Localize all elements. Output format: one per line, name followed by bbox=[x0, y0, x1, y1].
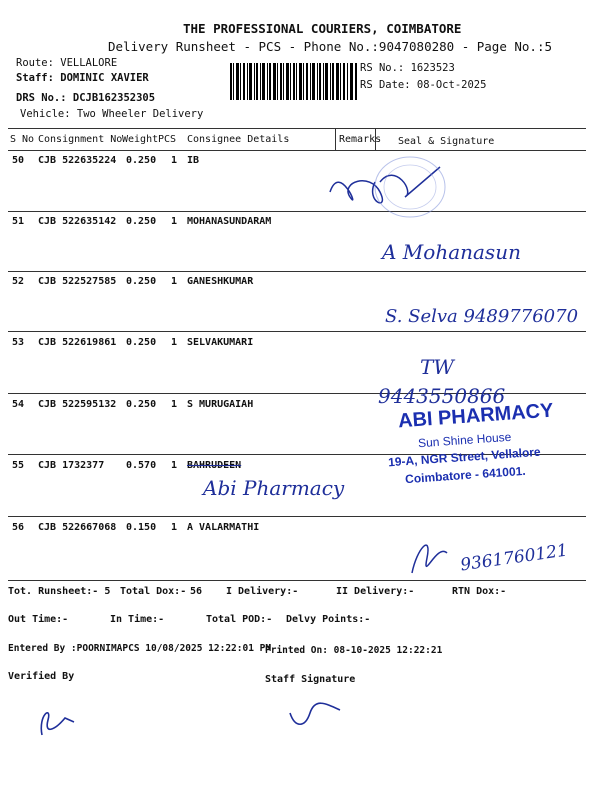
signature-text: 9361760121 bbox=[459, 540, 570, 576]
stamp-line: Sun Shine House bbox=[417, 429, 512, 451]
row-pcs: 1 bbox=[171, 337, 178, 348]
i-delivery: I Delivery:- bbox=[226, 586, 299, 597]
row-weight: 0.250 bbox=[126, 337, 157, 348]
signature-text: S. Selva 9489776070 bbox=[385, 306, 579, 327]
out-time: Out Time:- bbox=[8, 614, 69, 625]
verifier-signature bbox=[30, 700, 80, 740]
row-weight: 0.570 bbox=[126, 460, 157, 471]
col-pcs: PCS bbox=[158, 134, 177, 145]
col-seal-signature: Seal & Signature bbox=[398, 136, 495, 147]
row-weight: 0.250 bbox=[126, 276, 157, 287]
col-consignment: Consignment No bbox=[38, 134, 123, 145]
vehicle-label: Vehicle: Two Wheeler Delivery bbox=[20, 108, 204, 120]
row-consignee: GANESHKUMAR bbox=[187, 276, 254, 287]
row-weight: 0.250 bbox=[126, 216, 157, 227]
signature-text: TW bbox=[420, 355, 454, 379]
row-sno: 53 bbox=[12, 337, 25, 348]
rtn-dox: RTN Dox:- bbox=[452, 586, 507, 597]
row-divider bbox=[8, 271, 586, 272]
row-sno: 51 bbox=[12, 216, 25, 227]
remarks-divider bbox=[335, 128, 336, 150]
row-consignee: MOHANASUNDARAM bbox=[187, 216, 272, 227]
barcode-image bbox=[230, 63, 358, 100]
signature-text: A Mohanasun bbox=[382, 240, 521, 264]
row-sno: 55 bbox=[12, 460, 25, 471]
route-label: Route: VELLALORE bbox=[16, 57, 118, 69]
table-top-border bbox=[8, 128, 586, 129]
stamp-line: 19-A, NGR Street, Vellalore bbox=[387, 444, 542, 470]
row-consignee: S MURUGAIAH bbox=[187, 399, 254, 410]
col-consignee: Consignee Details bbox=[187, 134, 290, 145]
row-sno: 50 bbox=[12, 155, 25, 166]
col-sno: S No bbox=[10, 134, 35, 145]
row-sno: 56 bbox=[12, 522, 25, 533]
verified-by: Verified By bbox=[8, 671, 75, 682]
drs-label: DRS No.: DCJB162352305 bbox=[16, 92, 156, 104]
row-pcs: 1 bbox=[171, 216, 178, 227]
row-divider bbox=[8, 516, 586, 517]
row-weight: 0.250 bbox=[126, 399, 157, 410]
row-consignment: CJB 522667068 bbox=[38, 522, 117, 533]
staff-label: Staff: DOMINIC XAVIER bbox=[16, 72, 149, 84]
signature-text: Abi Pharmacy bbox=[203, 476, 345, 500]
row-pcs: 1 bbox=[171, 276, 178, 287]
col-weight: Weight bbox=[122, 134, 159, 145]
staff-signature-label: Staff Signature bbox=[265, 674, 356, 685]
row-consignment: CJB 522635224 bbox=[38, 155, 117, 166]
stamp-name: ABI PHARMACY bbox=[397, 399, 555, 433]
row-divider bbox=[8, 331, 586, 332]
printed-on: Printed On: 08-10-2025 12:22:21 bbox=[265, 645, 443, 656]
runsheet-subtitle: Delivery Runsheet - PCS - Phone No.:9047080280 - Page No.:5 bbox=[108, 39, 553, 54]
row-consignee: IB bbox=[187, 155, 200, 166]
row-pcs: 1 bbox=[171, 460, 178, 471]
row-weight: 0.150 bbox=[126, 522, 157, 533]
entered-by: Entered By :POORNIMAPCS 10/08/2025 12:22:01 PM bbox=[8, 643, 272, 654]
row-consignment: CJB 522619861 bbox=[38, 337, 117, 348]
row-consignee: BAHRUDEEN bbox=[187, 460, 242, 471]
ii-delivery: II Delivery:- bbox=[336, 586, 415, 597]
row-pcs: 1 bbox=[171, 522, 178, 533]
row-consignment: CJB 522527585 bbox=[38, 276, 117, 287]
row-pcs: 1 bbox=[171, 399, 178, 410]
delvy-points: Delvy Points:- bbox=[286, 614, 371, 625]
row-consignee: SELVAKUMARI bbox=[187, 337, 254, 348]
signature-scribble bbox=[320, 152, 580, 242]
staff-signature bbox=[285, 698, 345, 733]
row-consignee: A VALARMATHI bbox=[187, 522, 260, 533]
row-consignment: CJB 1732377 bbox=[38, 460, 105, 471]
total-dox-label: Total Dox:- bbox=[120, 586, 187, 597]
total-pod: Total POD:- bbox=[206, 614, 273, 625]
row-consignment: CJB 522595132 bbox=[38, 399, 117, 410]
table-bottom-border bbox=[8, 580, 586, 581]
tot-runsheet: Tot. Runsheet:- 5 bbox=[8, 586, 111, 597]
stamp-line: Coimbatore - 641001. bbox=[404, 463, 527, 487]
row-pcs: 1 bbox=[171, 155, 178, 166]
col-remarks: Remarks bbox=[339, 134, 382, 145]
rs-number: RS No.: 1623523 bbox=[360, 62, 455, 74]
in-time: In Time:- bbox=[110, 614, 165, 625]
header-bottom-border bbox=[8, 150, 586, 151]
rs-date: RS Date: 08-Oct-2025 bbox=[360, 79, 487, 91]
row-weight: 0.250 bbox=[126, 155, 157, 166]
signature-scribble bbox=[402, 528, 452, 578]
row-sno: 54 bbox=[12, 399, 25, 410]
signature-text: 9443550866 bbox=[378, 384, 506, 408]
row-sno: 52 bbox=[12, 276, 25, 287]
total-dox-value: 56 bbox=[190, 586, 203, 597]
row-consignment: CJB 522635142 bbox=[38, 216, 117, 227]
company-title: THE PROFESSIONAL COURIERS, COIMBATORE bbox=[183, 21, 462, 36]
